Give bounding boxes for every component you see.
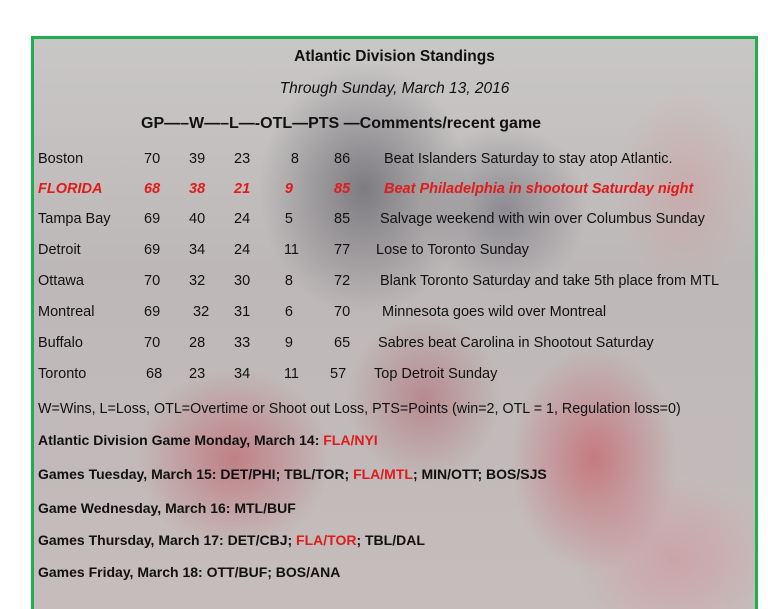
losses: 24 xyxy=(234,211,251,227)
team-name: FLORIDA xyxy=(38,181,103,197)
wins: 32 xyxy=(193,304,210,320)
games-played: 69 xyxy=(144,242,161,258)
losses: 31 xyxy=(234,304,251,320)
ot-losses: 11 xyxy=(283,366,299,382)
schedule-text: ; MIN/OTT; BOS/SJS xyxy=(412,466,547,482)
team-name: Toronto xyxy=(38,366,87,382)
points: 70 xyxy=(334,304,351,320)
wins: 40 xyxy=(189,211,206,227)
games-played: 70 xyxy=(144,335,161,351)
legend-text: W=Wins, L=Loss, OTL=Overtime or Shoot out Loss, PTS=Points (win=2, OTL = 1, Regulation loss=0) xyxy=(38,401,681,417)
points: 57 xyxy=(330,366,347,382)
wins: 23 xyxy=(189,366,206,382)
ot-losses: 8 xyxy=(284,273,293,289)
games-played: 68 xyxy=(144,181,161,197)
ot-losses: 8 xyxy=(290,151,299,167)
wins: 32 xyxy=(189,273,206,289)
comment: Lose to Toronto Sunday xyxy=(376,242,529,258)
schedule-wednesday xyxy=(38,500,296,516)
column-header: GP—–W—–L—-OTL—PTS —Comments/recent game xyxy=(141,115,542,132)
florida-game: FLA/NYI xyxy=(323,432,378,448)
page-title: Atlantic Division Standings xyxy=(294,48,495,65)
losses: 21 xyxy=(234,181,251,197)
games-played: 69 xyxy=(144,211,161,227)
games-played: 69 xyxy=(144,304,161,320)
schedule-thursday xyxy=(38,532,425,548)
schedule-friday xyxy=(38,564,340,580)
ot-losses: 6 xyxy=(284,304,293,320)
team-name: Buffalo xyxy=(38,335,83,351)
points: 65 xyxy=(334,335,351,351)
comment: Sabres beat Carolina in Shootout Saturday xyxy=(378,335,654,351)
page-subtitle: Through Sunday, March 13, 2016 xyxy=(279,80,510,97)
florida-game: FLA/TOR xyxy=(296,532,357,548)
team-name: Tampa Bay xyxy=(38,211,111,227)
losses: 23 xyxy=(234,151,251,167)
games-played: 70 xyxy=(144,151,161,167)
florida-game: FLA/MTL xyxy=(353,466,413,482)
wins: 39 xyxy=(189,151,206,167)
points: 85 xyxy=(334,181,351,197)
wins: 28 xyxy=(189,335,206,351)
comment: Beat Philadelphia in shootout Saturday night xyxy=(384,181,694,197)
comment: Beat Islanders Saturday to stay atop Atlantic. xyxy=(384,151,673,167)
team-name: Ottawa xyxy=(38,273,84,289)
schedule-text: Atlantic Division Game Monday, March 14: xyxy=(38,432,324,448)
comment: Minnesota goes wild over Montreal xyxy=(382,304,607,320)
comment: Blank Toronto Saturday and take 5th place from MTL xyxy=(380,273,720,289)
schedule-text: ; TBL/DAL xyxy=(356,532,425,548)
losses: 30 xyxy=(234,273,251,289)
ot-losses: 9 xyxy=(284,181,293,197)
team-name: Montreal xyxy=(38,304,95,320)
schedule-text: Games Tuesday, March 15: DET/PHI; TBL/TOR; xyxy=(38,466,354,482)
comment: Salvage weekend with win over Columbus Sunday xyxy=(380,211,705,227)
schedule-text: Game Wednesday, March 16: MTL/BUF xyxy=(38,500,296,516)
schedule-tuesday xyxy=(38,466,547,482)
schedule-monday xyxy=(38,432,378,448)
wins: 34 xyxy=(189,242,206,258)
games-played: 68 xyxy=(146,366,163,382)
ot-losses: 5 xyxy=(284,211,293,227)
team-name: Detroit xyxy=(38,242,81,258)
losses: 24 xyxy=(234,242,251,258)
ot-losses: 9 xyxy=(284,335,293,351)
points: 77 xyxy=(334,242,351,258)
points: 72 xyxy=(334,273,351,289)
losses: 33 xyxy=(234,335,251,351)
standings-panel xyxy=(31,36,758,609)
points: 86 xyxy=(334,151,351,167)
ot-losses: 11 xyxy=(283,242,299,258)
points: 85 xyxy=(334,211,351,227)
schedule-text: Games Thursday, March 17: DET/CBJ; xyxy=(38,532,297,548)
games-played: 70 xyxy=(144,273,161,289)
schedule-text: Games Friday, March 18: OTT/BUF; BOS/ANA xyxy=(38,564,341,580)
losses: 34 xyxy=(234,366,251,382)
wins: 38 xyxy=(189,181,206,197)
comment: Top Detroit Sunday xyxy=(374,366,498,382)
team-name: Boston xyxy=(38,151,84,167)
